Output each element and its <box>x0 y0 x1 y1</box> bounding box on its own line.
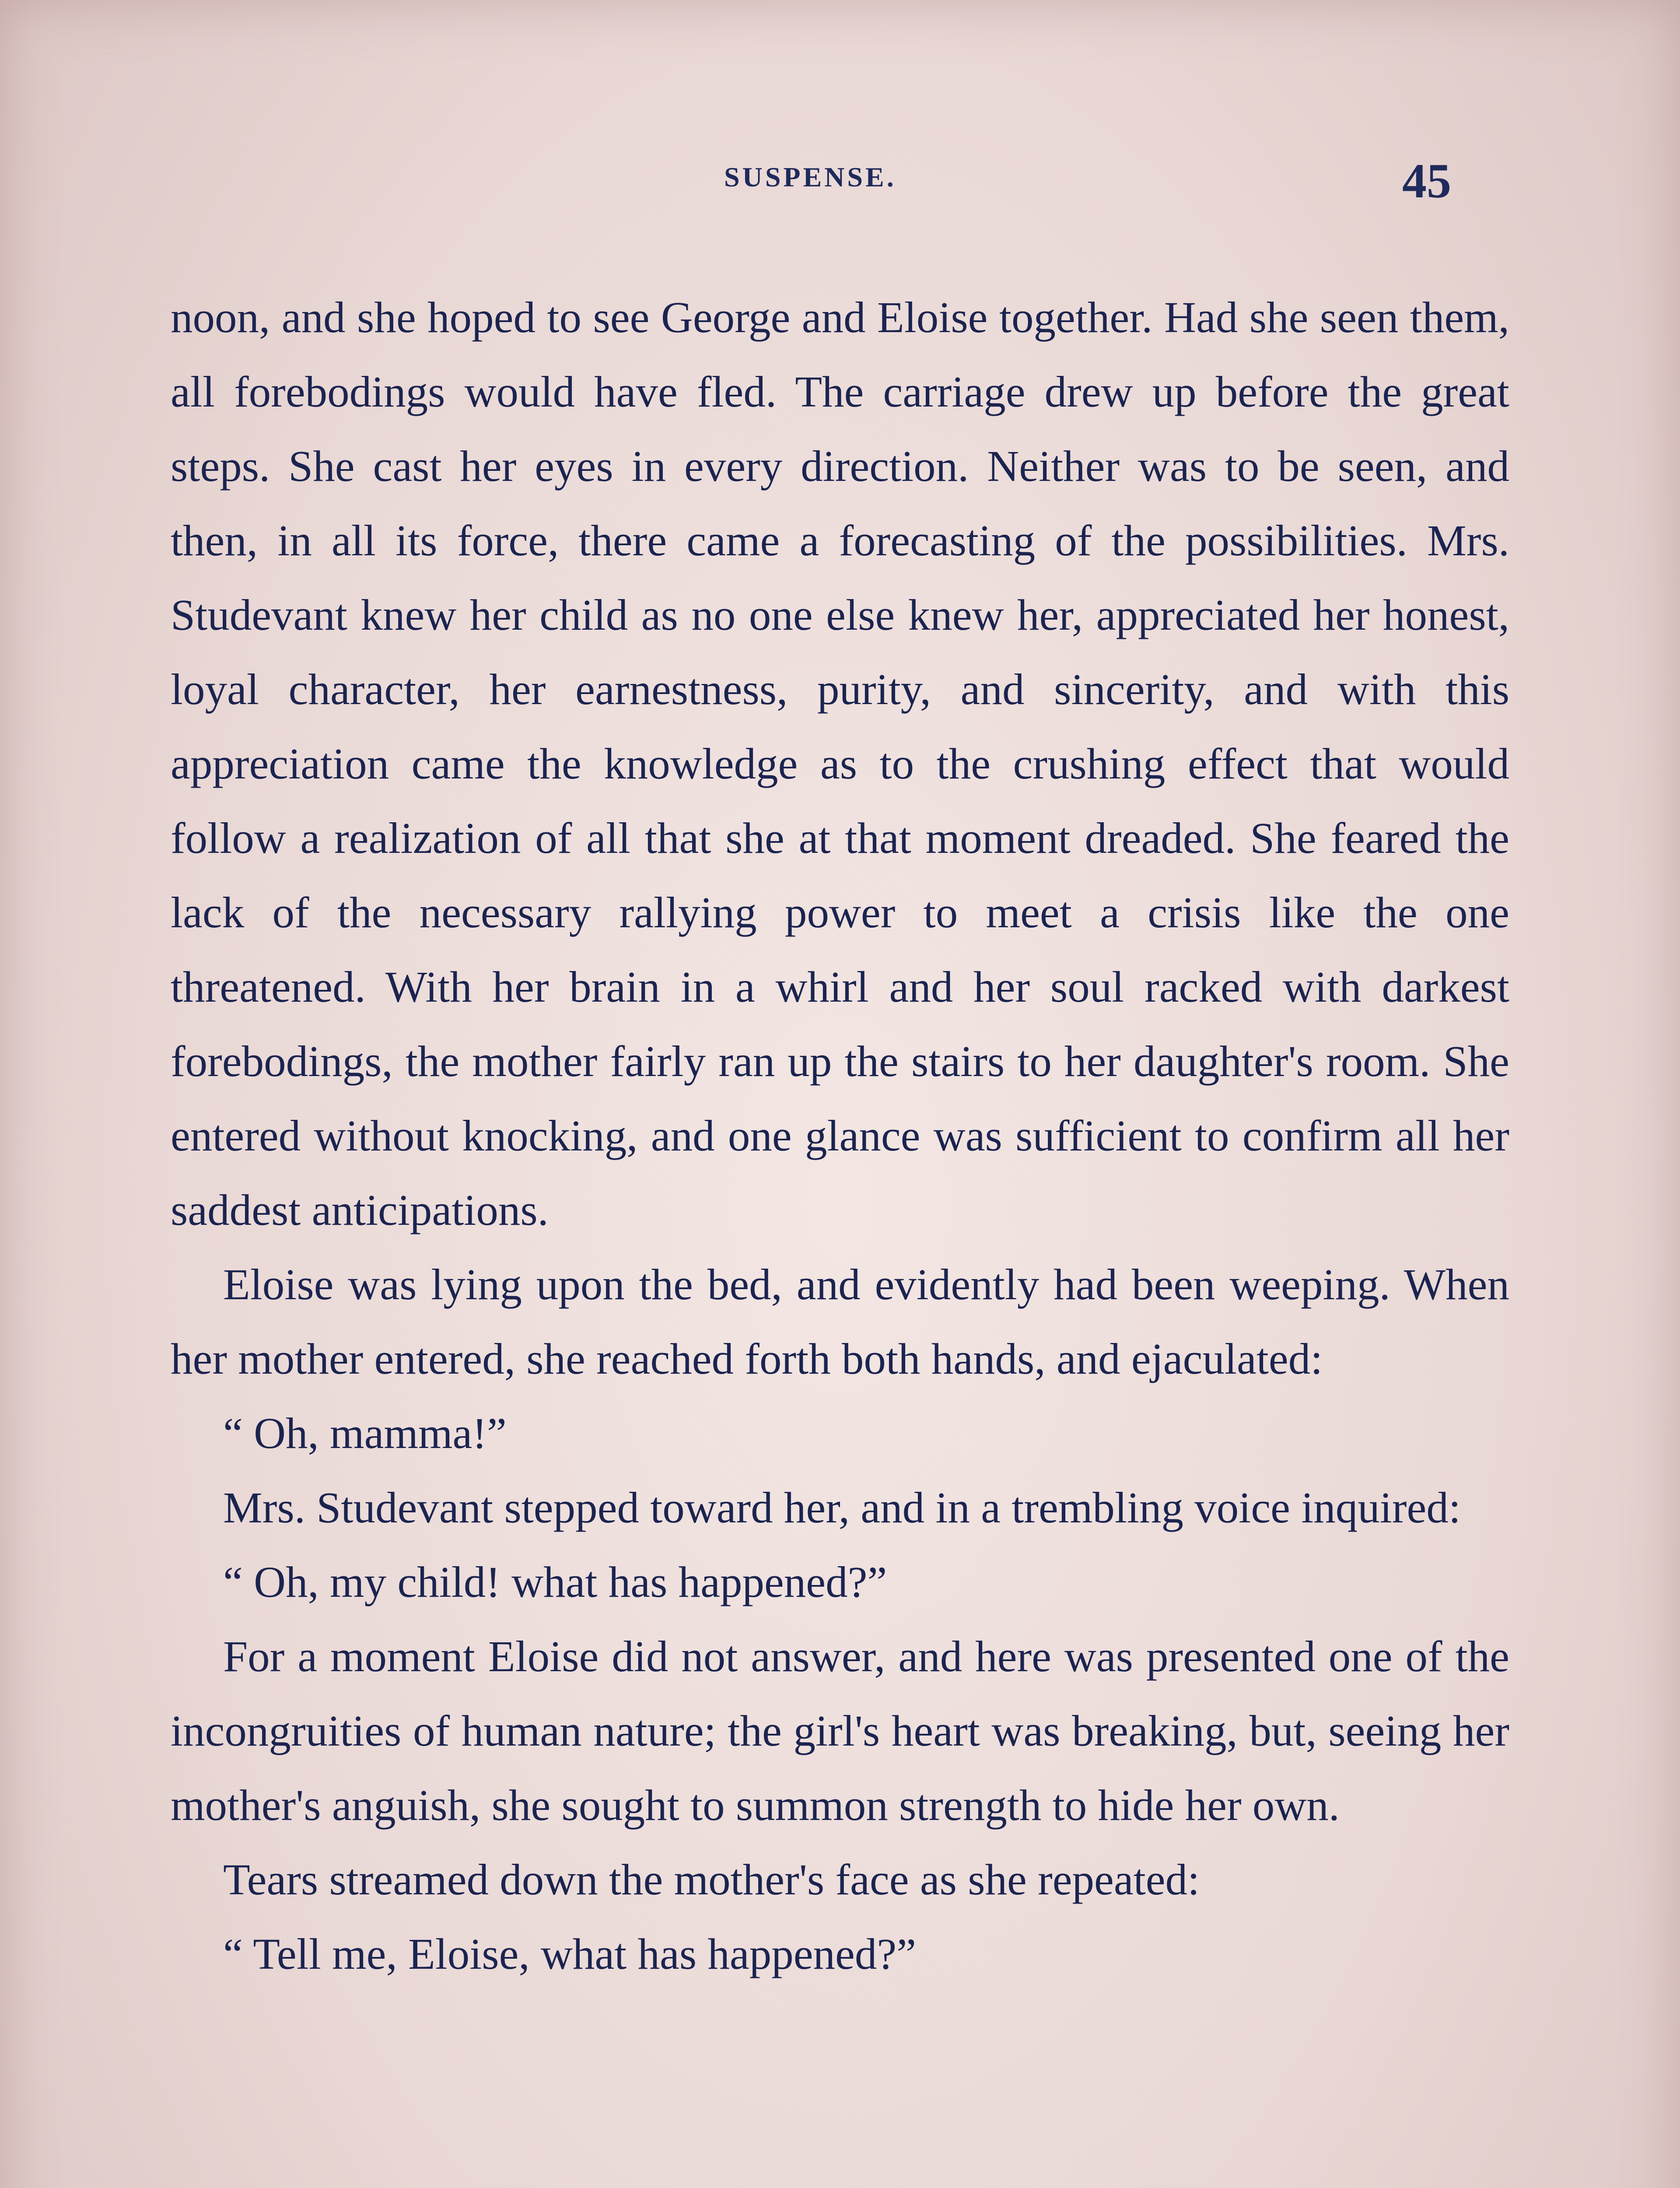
page-number: 45 <box>1402 154 1451 208</box>
paragraph: Tears streamed down the mother's face as she repeated: <box>223 1855 1200 1904</box>
body-text <box>171 280 1509 1991</box>
paragraph-dialogue: “ Oh, mamma!” <box>223 1409 507 1458</box>
paragraph-continued: noon, and she hoped to see George and Eloise together. Had she seen them, all forebodings would have fled. The carriage drew up before the great steps. She cast her eyes in every direction. Neither was to be seen, and then, in all its force, there came a forecasting of the possibilities. Mrs. Studevant knew her child as no one else knew her, appreciated her honest, loyal character, her earnestness, purity, and sincerity, and with this appreciation came the knowledge as to the crushing effect that would follow a realization of all that she at that moment dreaded. She feared the lack of the necessary rallying power to meet a crisis like the one threatened. With her brain in a whirl and her soul racked with darkest forebodings, the mother fairly ran up the stairs to her daughter's room. She entered without knocking, and one glance was sufficient to confirm all her saddest anticipations. <box>171 293 1509 1234</box>
running-title: SUSPENSE. <box>724 161 896 193</box>
running-head <box>0 153 1680 206</box>
paragraph-dialogue: “ Oh, my child! what has happened?” <box>223 1557 887 1606</box>
paragraph: Mrs. Studevant stepped toward her, and in a trembling voice inquired: <box>223 1483 1461 1532</box>
paragraph-dialogue: “ Tell me, Eloise, what has happened?” <box>223 1929 917 1978</box>
paragraph: For a moment Eloise did not answer, and here was presented one of the incongruities of human nature; the girl's heart was breaking, but, seeing her mother's anguish, she sought to summon strength to hide her own. <box>171 1632 1509 1830</box>
paragraph: Eloise was lying upon the bed, and evidently had been weeping. When her mother entered, she reached forth both hands, and ejaculated: <box>171 1260 1509 1383</box>
